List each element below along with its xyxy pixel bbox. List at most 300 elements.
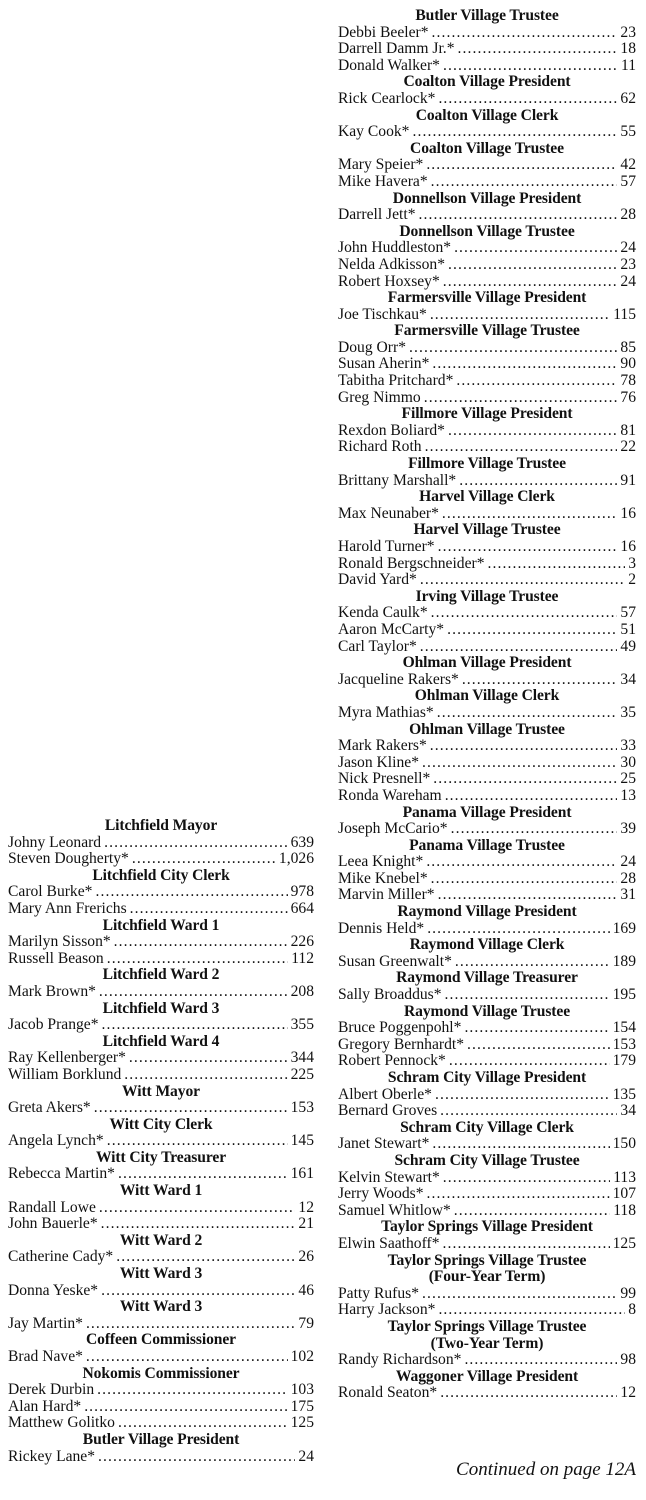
dot-leader [438,1303,625,1314]
race-section [8,1233,314,1266]
candidate-name: Jay Martin* [8,1314,83,1332]
candidate-name: Jacqueline Rakers* [338,670,459,688]
race-heading-ohlman-village-president: Ohlman Village President [402,654,572,672]
dot-leader [427,922,609,933]
candidate-name: Brittany Marshall* [338,471,457,489]
candidate-result-row [338,1103,636,1120]
candidate-result-row [8,1100,314,1117]
candidate-result-row [338,572,636,589]
candidate-result-row [338,1053,636,1070]
candidate-name: Ronald Bergschneider* [338,554,485,572]
candidate-result-row [8,1349,314,1366]
vote-count: 102 [290,1348,314,1365]
dot-leader [129,1051,288,1062]
race-heading-schram-city-village-president: Schram City Village President [387,1069,587,1086]
race-section [338,589,636,655]
race-heading-raymond-village-treasurer: Raymond Village Treasurer [396,969,578,987]
candidate-result-row [338,755,636,772]
race-section [338,1319,636,1369]
candidate-name: Derek Durbin [8,1381,95,1399]
vote-count: 195 [612,986,636,1004]
candidate-result-row [8,1249,314,1266]
candidate-result-row [338,1286,636,1303]
dot-leader [412,125,617,136]
vote-count: 1,026 [278,850,314,868]
dot-leader [456,374,617,385]
race-heading-fillmore-village-president: Fillmore Village President [401,405,573,423]
race-heading-litchfield-ward-2: Litchfield Ward 2 [102,966,220,984]
candidate-name: Matthew Golitko [8,1414,115,1432]
race-section [338,224,636,290]
dot-leader [464,1353,617,1364]
candidate-name: Donald Walker* [338,56,440,74]
dot-leader [440,1386,617,1397]
vote-count: 169 [612,919,636,937]
dot-leader [433,772,617,783]
candidate-result-row [338,954,636,971]
vote-count: 24 [298,1447,314,1465]
candidate-result-row [8,1166,314,1183]
race-section [8,1266,314,1299]
candidate-result-row [338,556,636,573]
candidate-name: Darrell Jett* [338,206,416,224]
race-heading-schram-city-village-clerk: Schram City Village Clerk [400,1118,574,1136]
race-heading-farmersville-village-trustee: Farmersville Village Trustee [394,322,580,340]
race-section [338,1253,636,1319]
candidate-result-row [8,1067,314,1084]
dot-leader [488,557,626,568]
vote-count: 55 [620,123,636,141]
candidate-result-row [338,356,636,373]
candidate-result-row [338,1203,636,1220]
candidate-name: Harold Turner* [338,538,435,555]
vote-count: 115 [613,305,636,323]
race-heading-raymond-village-president: Raymond Village President [397,903,577,921]
candidate-name: Ronald Seaton* [338,1384,438,1402]
candidate-name: Marilyn Sisson* [8,933,111,951]
dot-leader [422,1287,617,1298]
vote-count: 34 [620,1102,636,1120]
dot-leader [443,1237,610,1248]
race-heading-schram-city-village-trustee: Schram City Village Trustee [394,1151,580,1169]
candidate-result-row [8,884,314,901]
candidate-name: Aaron McCarty* [338,620,445,638]
vote-count: 90 [620,355,636,373]
race-section [338,1070,636,1120]
candidate-name: Mark Brown* [8,982,96,1000]
vote-count: 12 [298,1198,314,1216]
vote-count: 226 [290,933,314,951]
dot-leader [114,935,288,946]
candidate-name: David Yard* [338,571,417,589]
vote-count: 639 [290,833,314,851]
candidate-name: Kay Cook* [338,123,410,141]
race-heading-coalton-village-president: Coalton Village President [403,73,571,91]
vote-count: 118 [613,1201,636,1219]
candidate-result-row [338,207,636,224]
dot-leader [430,308,610,319]
race-heading-waggoner-village-president: Waggoner Village President [395,1367,579,1385]
candidate-result-row [338,1186,636,1203]
dot-leader [438,888,618,899]
vote-count: 225 [290,1065,314,1083]
dot-leader [419,208,618,219]
vote-count: 21 [298,1215,314,1233]
candidate-result-row [8,835,314,852]
race-section [8,818,314,868]
race-section [338,1219,636,1252]
candidate-result-row [338,605,636,622]
race-heading-harvel-village-trustee: Harvel Village Trustee [413,521,561,539]
dot-leader [448,424,617,435]
race-heading-witt-ward-3: Witt Ward 3 [119,1265,203,1283]
candidate-result-row [338,921,636,938]
race-heading-ohlman-village-clerk: Ohlman Village Clerk [414,687,560,705]
race-section [8,1432,314,1465]
candidate-result-row [8,1216,314,1233]
race-section [338,406,636,456]
dot-leader [447,623,617,634]
candidate-name: Mary Ann Frerichs [8,899,127,917]
dot-leader [438,92,617,103]
dot-leader [438,540,618,551]
race-section [338,489,636,522]
candidate-name: Ray Kellenberger* [8,1049,126,1067]
vote-count: 28 [620,869,636,887]
race-heading-donnellson-village-president: Donnellson Village President [392,189,582,207]
candidate-result-row [338,622,636,639]
dot-leader [449,1054,610,1065]
vote-count: 3 [628,554,636,572]
candidate-result-row [338,174,636,191]
dot-leader [440,1104,617,1115]
candidate-name: Bernard Groves [338,1102,438,1120]
candidate-name: Elwin Saathoff* [338,1234,440,1252]
candidate-name: Harry Jackson* [338,1301,436,1319]
dot-leader [107,1134,288,1145]
candidate-result-row [338,91,636,108]
candidate-name: Ronda Wareham [338,786,442,804]
vote-count: 113 [613,1168,636,1186]
race-heading-fillmore-village-trustee: Fillmore Village Trustee [408,455,566,473]
vote-count: 23 [620,23,636,41]
vote-count: 42 [620,156,636,174]
vote-count: 11 [620,56,636,74]
race-section [338,904,636,937]
race-heading-witt-mayor: Witt Mayor [122,1082,200,1100]
dot-leader [420,573,625,584]
vote-count: 91 [620,471,636,489]
dot-leader [445,789,618,800]
vote-count: 125 [612,1234,636,1252]
candidate-result-row [338,257,636,274]
race-heading-harvel-village-clerk: Harvel Village Clerk [419,488,555,506]
candidate-result-row [338,473,636,490]
candidate-result-row [338,738,636,755]
vote-count: 79 [298,1314,314,1332]
dot-leader [94,1101,288,1112]
vote-count: 16 [620,538,636,555]
race-section [338,290,636,323]
race-section [338,655,636,688]
vote-count: 344 [290,1049,314,1067]
race-heading-irving-village-trustee: Irving Village Trustee [415,587,559,605]
candidate-name: Greta Akers* [8,1099,91,1117]
race-heading-donnellson-village-trustee: Donnellson Village Trustee [399,222,575,240]
race-heading-panama-village-president: Panama Village President [402,803,572,821]
vote-count: 46 [298,1281,314,1299]
candidate-result-row [338,788,636,805]
dot-leader [451,822,618,833]
race-section [8,1034,314,1084]
vote-count: 2 [628,571,636,589]
candidate-result-row [8,984,314,1001]
candidate-name: Janet Stewart* [338,1135,430,1153]
race-section [338,722,636,805]
race-section [338,688,636,721]
dot-leader [130,902,288,913]
race-heading-litchfield-city-clerk: Litchfield City Clerk [92,866,230,884]
vote-count: 153 [612,1035,636,1053]
vote-count: 161 [290,1165,314,1183]
candidate-result-row [338,1352,636,1369]
race-section [338,1153,636,1219]
race-heading-nokomis-commissioner: Nokomis Commissioner [82,1364,240,1382]
candidate-name: Max Neunaber* [338,504,439,522]
candidate-name: Steven Dougherty* [8,850,129,868]
candidate-result-row [8,1382,314,1399]
vote-count: 99 [620,1284,636,1302]
race-section [8,1001,314,1034]
candidate-name: Rexdon Boliard* [338,421,445,439]
race-heading-coalton-village-trustee: Coalton Village Trustee [410,139,564,157]
candidate-result-row [338,639,636,656]
candidate-name: Johny Leonard [8,833,102,851]
race-heading-panama-village-trustee: Panama Village Trustee [409,836,565,854]
vote-count: 62 [620,89,636,107]
vote-count: 31 [620,886,636,904]
candidate-name: Angela Lynch* [8,1132,104,1150]
dot-leader [443,275,618,286]
vote-count: 28 [620,206,636,224]
candidate-result-row [338,1385,636,1402]
race-section [8,1332,314,1365]
dot-leader [455,955,610,966]
vote-count: 150 [612,1135,636,1153]
candidate-name: Rick Cearlock* [338,89,436,107]
dot-leader [435,1088,610,1099]
race-section [338,970,636,1003]
candidate-result-row [338,390,636,407]
candidate-name: Mark Rakers* [338,737,427,755]
vote-count: 125 [290,1414,314,1432]
race-section [338,1369,636,1402]
race-heading-taylor-springs-village-president: Taylor Springs Village President [381,1218,593,1236]
candidate-name: Kelvin Stewart* [338,1168,440,1186]
vote-count: 78 [620,372,636,390]
candidate-name: Randy Richardson* [338,1351,462,1369]
race-section [338,805,636,838]
candidate-result-row [338,423,636,440]
dot-leader [95,885,287,896]
race-section [338,141,636,191]
dot-leader [420,640,618,651]
candidate-name: Donna Yeske* [8,1281,99,1299]
vote-count: 24 [620,272,636,290]
candidate-result-row [8,1017,314,1034]
dot-leader [101,1217,296,1228]
vote-count: 23 [620,255,636,273]
race-section [338,1120,636,1153]
candidate-name: Joseph McCario* [338,820,448,838]
candidate-name: Tabitha Pritchard* [338,372,454,390]
dot-leader [422,756,617,767]
candidate-result-row [8,1415,314,1432]
candidate-result-row [8,934,314,951]
candidate-name: Kenda Caulk* [338,604,428,622]
race-heading-butler-village-president: Butler Village President [82,1430,240,1448]
dot-leader [84,1400,287,1411]
dot-leader [443,1171,610,1182]
vote-count: 153 [290,1099,314,1117]
candidate-result-row [338,1170,636,1187]
candidate-result-row [8,1133,314,1150]
candidate-name: Jacob Prange* [8,1016,99,1034]
candidate-result-row [338,1087,636,1104]
dot-leader [426,855,617,866]
dot-leader [431,175,618,186]
candidate-result-row [338,439,636,456]
candidate-name: Nick Presnell* [338,770,431,788]
candidate-name: Leea Knight* [338,853,424,871]
candidate-name: Russell Beason [8,949,104,967]
dot-leader [462,673,618,684]
candidate-result-row [338,1302,636,1319]
dot-leader [104,836,288,847]
vote-count: 145 [290,1132,314,1150]
race-section [338,108,636,141]
vote-count: 51 [620,620,636,638]
candidate-name: Rickey Lane* [8,1447,96,1465]
dot-leader [432,1137,609,1148]
candidate-result-row [338,539,636,556]
candidate-name: Albert Oberle* [338,1085,432,1103]
candidate-name: Gregory Bernhardt* [338,1035,465,1053]
vote-count: 175 [290,1397,314,1415]
vote-count: 16 [620,504,636,522]
race-heading-butler-village-trustee: Butler Village Trustee [415,7,559,24]
dot-leader [431,606,618,617]
candidate-result-row [338,41,636,58]
vote-count: 35 [620,703,636,721]
dot-leader [98,1450,295,1461]
race-section [338,8,636,74]
candidate-name: Nelda Adkisson* [338,255,445,273]
vote-count: 49 [620,637,636,655]
race-section [8,1299,314,1332]
race-heading-taylor-springs-village-trustee: Taylor Springs Village Trustee [387,1251,587,1269]
candidate-name: John Bauerle* [8,1215,98,1233]
dot-leader [424,391,618,402]
candidate-name: Mike Havera* [338,172,428,190]
candidate-result-row [338,1136,636,1153]
race-section [338,456,636,489]
dot-leader [467,1038,610,1049]
vote-count: 18 [620,40,636,58]
race-heading-witt-ward-3: Witt Ward 3 [119,1298,203,1316]
candidate-result-row [338,871,636,888]
candidate-name: Marvin Miller* [338,886,435,904]
vote-count: 179 [612,1052,636,1070]
race-section [8,1150,314,1183]
candidate-result-row [338,1020,636,1037]
vote-count: 34 [620,670,636,688]
race-heading-litchfield-ward-3: Litchfield Ward 3 [102,999,220,1017]
candidate-result-row [8,1050,314,1067]
candidate-result-row [338,1037,636,1054]
race-section [338,74,636,107]
dot-leader [102,1018,288,1029]
vote-count: 76 [620,388,636,406]
vote-count: 22 [620,438,636,456]
vote-count: 39 [620,820,636,838]
candidate-result-row [338,854,636,871]
race-section [8,1084,314,1117]
race-section [8,1366,314,1432]
candidate-result-row [338,506,636,523]
race-subheading: (Two-Year Term) [430,1334,544,1352]
candidate-result-row [338,274,636,291]
race-heading-raymond-village-trustee: Raymond Village Trustee [403,1002,571,1020]
vote-count: 85 [620,338,636,356]
dot-leader [101,1284,295,1295]
race-section [8,868,314,918]
race-section [8,1183,314,1233]
dot-leader [99,985,288,996]
vote-count: 135 [612,1085,636,1103]
dot-leader [464,1021,609,1032]
race-section [338,522,636,588]
candidate-name: Sally Broaddus* [338,986,442,1004]
candidate-result-row [8,1399,314,1416]
dot-leader [118,1416,288,1427]
race-heading-raymond-village-clerk: Raymond Village Clerk [409,936,565,954]
candidate-result-row [338,821,636,838]
dot-leader [443,59,618,70]
candidate-name: Joe Tischkau* [338,305,427,323]
vote-count: 25 [620,770,636,788]
dot-leader [432,357,617,368]
vote-count: 81 [620,421,636,439]
candidate-name: Dennis Held* [338,919,425,937]
dot-leader [426,158,617,169]
vote-count: 57 [620,172,636,190]
dot-leader [99,1201,296,1212]
vote-count: 103 [290,1381,314,1399]
dot-leader [454,1204,610,1215]
race-section [338,1004,636,1070]
candidate-result-row [8,951,314,968]
race-heading-witt-city-clerk: Witt City Clerk [109,1115,213,1133]
vote-count: 24 [620,239,636,257]
candidate-result-row [338,157,636,174]
candidate-name: Randall Lowe [8,1198,96,1216]
dot-leader [132,852,276,863]
candidate-name: John Huddleston* [338,239,452,257]
candidate-name: Carol Burke* [8,883,93,901]
dot-leader [97,1383,287,1394]
vote-count: 112 [291,949,314,967]
